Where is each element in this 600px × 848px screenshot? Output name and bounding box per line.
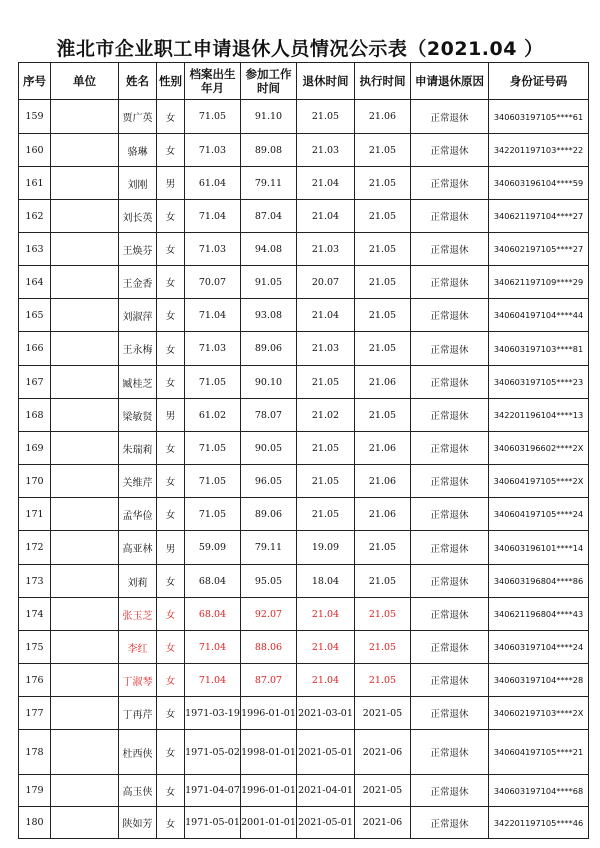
col-header-birth: 档案出生年月 — [185, 63, 241, 100]
cell-name: 李红 — [119, 631, 157, 664]
cell-name: 张玉芝 — [119, 598, 157, 631]
cell-unit — [51, 664, 119, 697]
cell-exec-date: 21.05 — [355, 266, 411, 299]
cell-exec-date: 2021-06 — [355, 730, 411, 775]
cell-reason: 正常退休 — [411, 697, 489, 730]
cell-sex: 男 — [157, 399, 185, 432]
cell-retire-date: 21.05 — [297, 465, 355, 498]
cell-work-start: 90.05 — [241, 432, 297, 465]
cell-birth: 71.05 — [185, 100, 241, 134]
cell-name: 丁再芹 — [119, 697, 157, 730]
cell-sex: 女 — [157, 807, 185, 839]
cell-unit — [51, 299, 119, 332]
cell-birth: 61.02 — [185, 399, 241, 432]
cell-name: 骆琳 — [119, 134, 157, 167]
cell-birth: 71.04 — [185, 299, 241, 332]
cell-exec-date: 21.05 — [355, 531, 411, 565]
cell-sex: 女 — [157, 233, 185, 266]
cell-unit — [51, 366, 119, 399]
cell-birth: 1971-05-02 — [185, 730, 241, 775]
cell-id-number: 340604197105****24 — [489, 498, 589, 531]
cell-retire-date: 21.05 — [297, 498, 355, 531]
cell-birth: 71.04 — [185, 631, 241, 664]
cell-id-number: 340621197104****27 — [489, 200, 589, 233]
cell-retire-date: 21.05 — [297, 432, 355, 465]
cell-seq: 173 — [19, 565, 51, 598]
cell-name: 梁敏贤 — [119, 399, 157, 432]
cell-unit — [51, 233, 119, 266]
cell-birth: 1971-04-07 — [185, 775, 241, 807]
cell-work-start: 1996-01-01 — [241, 697, 297, 730]
cell-sex: 女 — [157, 266, 185, 299]
cell-sex: 女 — [157, 775, 185, 807]
cell-unit — [51, 807, 119, 839]
cell-seq: 163 — [19, 233, 51, 266]
cell-name: 关维芹 — [119, 465, 157, 498]
cell-id-number: 340603197104****68 — [489, 775, 589, 807]
cell-name: 高玉侠 — [119, 775, 157, 807]
col-header-name: 姓名 — [119, 63, 157, 100]
table-row — [19, 299, 589, 332]
cell-work-start: 87.07 — [241, 664, 297, 697]
cell-reason: 正常退休 — [411, 266, 489, 299]
cell-exec-date: 2021-05 — [355, 775, 411, 807]
cell-exec-date: 21.06 — [355, 366, 411, 399]
cell-sex: 女 — [157, 100, 185, 134]
cell-unit — [51, 200, 119, 233]
cell-name: 刘刚 — [119, 167, 157, 200]
cell-work-start: 88.06 — [241, 631, 297, 664]
cell-sex: 女 — [157, 565, 185, 598]
cell-retire-date: 21.04 — [297, 664, 355, 697]
cell-seq: 180 — [19, 807, 51, 839]
cell-birth: 61.04 — [185, 167, 241, 200]
cell-name: 王焕芬 — [119, 233, 157, 266]
table-row — [19, 565, 589, 598]
cell-reason: 正常退休 — [411, 366, 489, 399]
cell-id-number: 340621196804****43 — [489, 598, 589, 631]
cell-exec-date: 21.05 — [355, 664, 411, 697]
cell-name: 贾广英 — [119, 100, 157, 134]
cell-reason: 正常退休 — [411, 399, 489, 432]
cell-work-start: 1998-01-01 — [241, 730, 297, 775]
cell-unit — [51, 775, 119, 807]
cell-sex: 女 — [157, 299, 185, 332]
cell-birth: 68.04 — [185, 565, 241, 598]
retirement-table — [18, 62, 589, 839]
cell-sex: 女 — [157, 631, 185, 664]
cell-id-number: 340602197105****27 — [489, 233, 589, 266]
cell-unit — [51, 565, 119, 598]
cell-unit — [51, 332, 119, 366]
page-title: 淮北市企业职工申请退休人员情况公示表（2021.04 ） — [56, 38, 544, 60]
col-header-sex: 性别 — [157, 63, 185, 100]
cell-work-start: 90.10 — [241, 366, 297, 399]
cell-id-number: 340603196104****59 — [489, 167, 589, 200]
cell-retire-date: 21.04 — [297, 299, 355, 332]
cell-unit — [51, 432, 119, 465]
cell-id-number: 342201197103****22 — [489, 134, 589, 167]
cell-name: 王金香 — [119, 266, 157, 299]
cell-id-number: 342201196104****13 — [489, 399, 589, 432]
cell-id-number: 340604197105****2X — [489, 465, 589, 498]
cell-work-start: 87.04 — [241, 200, 297, 233]
cell-exec-date: 21.05 — [355, 200, 411, 233]
table-row — [19, 465, 589, 498]
cell-seq: 176 — [19, 664, 51, 697]
cell-retire-date: 21.03 — [297, 134, 355, 167]
cell-reason: 正常退休 — [411, 598, 489, 631]
cell-sex: 女 — [157, 200, 185, 233]
cell-work-start: 89.06 — [241, 498, 297, 531]
table-row — [19, 531, 589, 565]
cell-id-number: 340603197104****28 — [489, 664, 589, 697]
cell-exec-date: 21.05 — [355, 299, 411, 332]
cell-birth: 71.04 — [185, 664, 241, 697]
table-row — [19, 664, 589, 697]
cell-sex: 女 — [157, 134, 185, 167]
cell-reason: 正常退休 — [411, 631, 489, 664]
cell-retire-date: 18.04 — [297, 565, 355, 598]
cell-reason: 正常退休 — [411, 807, 489, 839]
cell-unit — [51, 266, 119, 299]
table-row — [19, 432, 589, 465]
cell-sex: 男 — [157, 531, 185, 565]
cell-work-start: 79.11 — [241, 531, 297, 565]
cell-name: 杜西侠 — [119, 730, 157, 775]
cell-reason: 正常退休 — [411, 664, 489, 697]
cell-reason: 正常退休 — [411, 775, 489, 807]
cell-reason: 正常退休 — [411, 134, 489, 167]
cell-id-number: 340603197105****23 — [489, 366, 589, 399]
cell-seq: 161 — [19, 167, 51, 200]
cell-name: 陕如芳 — [119, 807, 157, 839]
cell-name: 臧桂芝 — [119, 366, 157, 399]
cell-name: 朱瑞莉 — [119, 432, 157, 465]
cell-seq: 166 — [19, 332, 51, 366]
cell-retire-date: 2021-03-01 — [297, 697, 355, 730]
cell-id-number: 340603197103****81 — [489, 332, 589, 366]
cell-id-number: 340603196101****14 — [489, 531, 589, 565]
cell-sex: 女 — [157, 664, 185, 697]
cell-retire-date: 21.04 — [297, 598, 355, 631]
col-header-work-start: 参加工作时间 — [241, 63, 297, 100]
table-row — [19, 399, 589, 432]
cell-seq: 172 — [19, 531, 51, 565]
cell-retire-date: 2021-04-01 — [297, 775, 355, 807]
cell-unit — [51, 631, 119, 664]
cell-reason: 正常退休 — [411, 498, 489, 531]
cell-seq: 165 — [19, 299, 51, 332]
cell-birth: 1971-05-01 — [185, 807, 241, 839]
cell-work-start: 96.05 — [241, 465, 297, 498]
cell-birth: 1971-03-19 — [185, 697, 241, 730]
cell-sex: 女 — [157, 432, 185, 465]
cell-exec-date: 21.05 — [355, 332, 411, 366]
cell-unit — [51, 399, 119, 432]
cell-reason: 正常退休 — [411, 167, 489, 200]
cell-birth: 71.05 — [185, 366, 241, 399]
cell-unit — [51, 100, 119, 134]
table-row — [19, 730, 589, 775]
cell-exec-date: 21.06 — [355, 100, 411, 134]
cell-work-start: 2001-01-01 — [241, 807, 297, 839]
cell-work-start: 89.06 — [241, 332, 297, 366]
cell-id-number: 340603196804****86 — [489, 565, 589, 598]
col-header-unit: 单位 — [51, 63, 119, 100]
table-row — [19, 498, 589, 531]
cell-id-number: 342201197105****46 — [489, 807, 589, 839]
cell-id-number: 340602197103****2X — [489, 697, 589, 730]
cell-id-number: 340603196602****2X — [489, 432, 589, 465]
table-row — [19, 134, 589, 167]
cell-retire-date: 2021-05-01 — [297, 730, 355, 775]
cell-reason: 正常退休 — [411, 432, 489, 465]
cell-seq: 179 — [19, 775, 51, 807]
cell-retire-date: 21.02 — [297, 399, 355, 432]
cell-sex: 女 — [157, 366, 185, 399]
cell-reason: 正常退休 — [411, 233, 489, 266]
cell-seq: 178 — [19, 730, 51, 775]
cell-birth: 71.05 — [185, 465, 241, 498]
cell-exec-date: 21.05 — [355, 399, 411, 432]
cell-seq: 177 — [19, 697, 51, 730]
cell-work-start: 79.11 — [241, 167, 297, 200]
col-header-id-number: 身份证号码 — [489, 63, 589, 100]
table-row — [19, 233, 589, 266]
cell-work-start: 92.07 — [241, 598, 297, 631]
cell-birth: 71.05 — [185, 432, 241, 465]
cell-exec-date: 21.06 — [355, 498, 411, 531]
cell-unit — [51, 697, 119, 730]
cell-id-number: 340621197109****29 — [489, 266, 589, 299]
cell-seq: 170 — [19, 465, 51, 498]
cell-unit — [51, 531, 119, 565]
table-row — [19, 266, 589, 299]
cell-reason: 正常退休 — [411, 730, 489, 775]
cell-exec-date: 21.06 — [355, 465, 411, 498]
cell-seq: 167 — [19, 366, 51, 399]
cell-seq: 171 — [19, 498, 51, 531]
cell-birth: 71.05 — [185, 498, 241, 531]
cell-name: 刘长英 — [119, 200, 157, 233]
cell-reason: 正常退休 — [411, 465, 489, 498]
cell-exec-date: 21.06 — [355, 432, 411, 465]
cell-birth: 71.04 — [185, 200, 241, 233]
cell-reason: 正常退休 — [411, 200, 489, 233]
cell-name: 刘淑萍 — [119, 299, 157, 332]
cell-exec-date: 21.05 — [355, 134, 411, 167]
table-row — [19, 697, 589, 730]
cell-unit — [51, 134, 119, 167]
table-row — [19, 807, 589, 839]
cell-unit — [51, 465, 119, 498]
table-row — [19, 366, 589, 399]
table-row — [19, 100, 589, 134]
cell-id-number: 340604197104****44 — [489, 299, 589, 332]
cell-exec-date: 21.05 — [355, 565, 411, 598]
col-header-seq: 序号 — [19, 63, 51, 100]
cell-sex: 女 — [157, 332, 185, 366]
cell-retire-date: 20.07 — [297, 266, 355, 299]
cell-retire-date: 21.05 — [297, 366, 355, 399]
cell-retire-date: 21.05 — [297, 100, 355, 134]
cell-seq: 162 — [19, 200, 51, 233]
col-header-retire-date: 退休时间 — [297, 63, 355, 100]
cell-birth: 70.07 — [185, 266, 241, 299]
cell-sex: 女 — [157, 465, 185, 498]
cell-exec-date: 2021-06 — [355, 807, 411, 839]
cell-retire-date: 2021-05-01 — [297, 807, 355, 839]
cell-retire-date: 21.03 — [297, 233, 355, 266]
table-row — [19, 332, 589, 366]
table-row — [19, 200, 589, 233]
cell-birth: 71.03 — [185, 134, 241, 167]
cell-work-start: 91.10 — [241, 100, 297, 134]
cell-retire-date: 21.03 — [297, 332, 355, 366]
table-row — [19, 775, 589, 807]
cell-sex: 男 — [157, 167, 185, 200]
cell-id-number: 340603197104****24 — [489, 631, 589, 664]
table-header-row — [19, 63, 589, 100]
cell-unit — [51, 498, 119, 531]
cell-seq: 175 — [19, 631, 51, 664]
cell-unit — [51, 730, 119, 775]
cell-retire-date: 21.04 — [297, 167, 355, 200]
cell-sex: 女 — [157, 697, 185, 730]
col-header-reason: 申请退休原因 — [411, 63, 489, 100]
cell-birth: 59.09 — [185, 531, 241, 565]
cell-birth: 68.04 — [185, 598, 241, 631]
cell-exec-date: 21.05 — [355, 631, 411, 664]
cell-exec-date: 21.05 — [355, 167, 411, 200]
cell-sex: 女 — [157, 730, 185, 775]
cell-id-number: 340604197105****21 — [489, 730, 589, 775]
cell-name: 丁淑琴 — [119, 664, 157, 697]
cell-reason: 正常退休 — [411, 299, 489, 332]
table-row — [19, 631, 589, 664]
cell-id-number: 340603197105****61 — [489, 100, 589, 134]
cell-retire-date: 21.04 — [297, 200, 355, 233]
cell-reason: 正常退休 — [411, 332, 489, 366]
cell-seq: 174 — [19, 598, 51, 631]
cell-work-start: 91.05 — [241, 266, 297, 299]
table-row — [19, 167, 589, 200]
cell-unit — [51, 167, 119, 200]
cell-reason: 正常退休 — [411, 565, 489, 598]
cell-work-start: 95.05 — [241, 565, 297, 598]
cell-exec-date: 21.05 — [355, 233, 411, 266]
cell-birth: 71.03 — [185, 332, 241, 366]
cell-name: 刘莉 — [119, 565, 157, 598]
cell-work-start: 78.07 — [241, 399, 297, 432]
cell-seq: 160 — [19, 134, 51, 167]
cell-seq: 159 — [19, 100, 51, 134]
cell-reason: 正常退休 — [411, 100, 489, 134]
cell-exec-date: 21.05 — [355, 598, 411, 631]
cell-seq: 169 — [19, 432, 51, 465]
table-row — [19, 598, 589, 631]
cell-name: 王永梅 — [119, 332, 157, 366]
cell-work-start: 1996-01-01 — [241, 775, 297, 807]
cell-seq: 168 — [19, 399, 51, 432]
cell-name: 高亚林 — [119, 531, 157, 565]
cell-exec-date: 2021-05 — [355, 697, 411, 730]
cell-work-start: 94.08 — [241, 233, 297, 266]
cell-reason: 正常退休 — [411, 531, 489, 565]
cell-work-start: 93.08 — [241, 299, 297, 332]
cell-seq: 164 — [19, 266, 51, 299]
cell-sex: 女 — [157, 598, 185, 631]
cell-birth: 71.03 — [185, 233, 241, 266]
cell-retire-date: 19.09 — [297, 531, 355, 565]
col-header-exec-date: 执行时间 — [355, 63, 411, 100]
cell-name: 孟华俭 — [119, 498, 157, 531]
cell-work-start: 89.08 — [241, 134, 297, 167]
cell-unit — [51, 598, 119, 631]
cell-sex: 女 — [157, 498, 185, 531]
cell-retire-date: 21.04 — [297, 631, 355, 664]
